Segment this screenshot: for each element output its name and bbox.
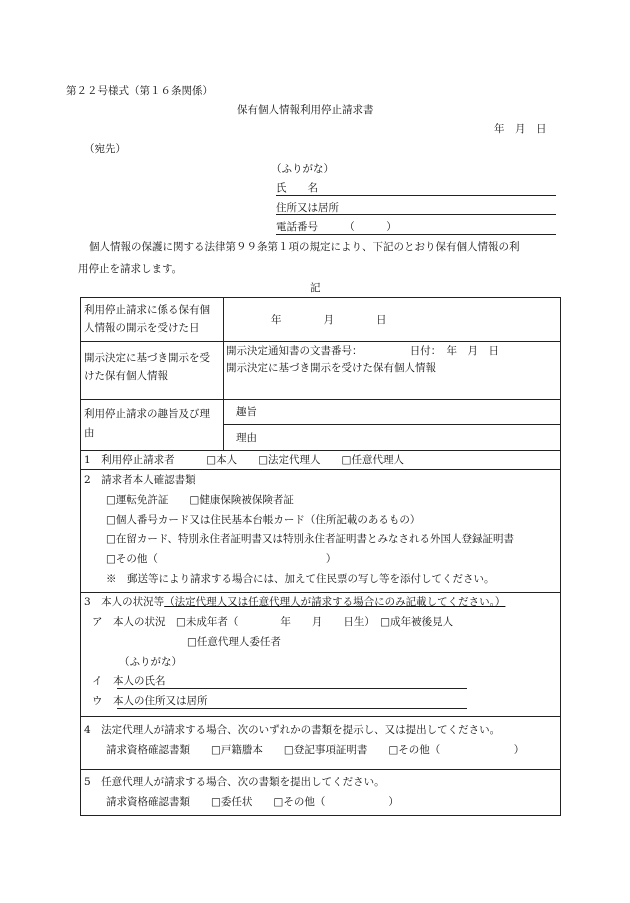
row-divider	[81, 592, 560, 593]
row-divider	[81, 399, 560, 400]
applicant-name-field[interactable]	[276, 195, 556, 196]
applicant-address-label: 住所又は居所	[276, 202, 339, 214]
principal-status-title	[84, 596, 505, 609]
ki-heading: 記	[310, 282, 321, 294]
applicant-address-field[interactable]	[276, 214, 556, 215]
requester-type-options[interactable]: 1 利用停止請求者 □本人 □法定代理人 □任意代理人	[84, 454, 404, 466]
purpose-field[interactable]: 趣旨	[236, 406, 257, 418]
row-divider	[223, 424, 560, 425]
row-divider	[81, 469, 560, 470]
table-column-divider	[223, 298, 224, 450]
intro-line-2: 用停止を請求します。	[78, 263, 183, 275]
row-divider	[81, 450, 560, 451]
principal-mandator-option[interactable]: □任意代理人委任者	[187, 636, 281, 648]
applicant-furigana-label: （ふりがな）	[271, 163, 334, 175]
identity-docs-option-other[interactable]: □その他（ ）	[106, 553, 337, 565]
identity-docs-option-2[interactable]: □個人番号カード又は住民基本台帳カード（住所記載のあるもの）	[106, 514, 421, 526]
principal-address-field[interactable]	[117, 708, 467, 709]
form-number: 第２２号様式（第１６条関係）	[66, 85, 213, 97]
reason-field[interactable]: 理由	[236, 432, 257, 444]
applicant-phone-label: 電話番号 （ ）	[276, 221, 397, 233]
principal-furigana-label: （ふりがな）	[119, 656, 182, 668]
disclosed-info-field[interactable]: 開示決定に基づき開示を受けた保有個人情報	[226, 362, 436, 374]
principal-status-options[interactable]: ア 本人の状況 □未成年者（ 年 月 日生） □成年被後見人	[92, 616, 454, 628]
row1-label-2: 人情報の開示を受けた日	[84, 322, 200, 334]
applicant-phone-field[interactable]	[276, 234, 556, 235]
request-table	[80, 297, 561, 816]
disclosure-date-field[interactable]: 年 月 日	[271, 314, 387, 326]
row-divider	[81, 341, 560, 342]
addressee: （宛先）	[84, 143, 126, 155]
identity-docs-option-1[interactable]: □運転免許証 □健康保険被保険者証	[106, 494, 294, 506]
row2-label-1: 開示決定に基づき開示を受	[84, 352, 210, 364]
row-divider	[81, 769, 560, 770]
row1-label-1: 利用停止請求に係る保有個	[84, 304, 210, 316]
notice-number-field[interactable]: 開示決定通知書の文書番号： 日付： 年 月 日	[226, 345, 499, 357]
voluntary-agent-docs[interactable]: 請求資格確認書類 □委任状 □その他（ ）	[106, 796, 399, 808]
row-divider	[81, 716, 560, 717]
principal-name-field[interactable]	[117, 688, 467, 689]
document-title: 保有個人情報利用停止請求書	[237, 104, 374, 116]
principal-name-label: イ 本人の氏名	[92, 675, 166, 687]
row2-label-2: けた保有個人情報	[84, 370, 168, 382]
row3-label-1: 利用停止請求の趣旨及び理	[84, 408, 210, 420]
voluntary-agent-title: 5 任意代理人が請求する場合、次の書類を提出してください。	[84, 776, 385, 788]
identity-docs-title: 2 請求者本人確認書類	[84, 474, 196, 486]
principal-status-note: （法定代理人又は任意代理人が請求する場合にのみ記載してください。）	[164, 596, 506, 608]
date-line: 年 月 日	[494, 123, 547, 135]
legal-agent-title: 4 法定代理人が請求する場合、次のいずれかの書類を提示し、又は提出してください。	[84, 724, 501, 736]
principal-status-heading: 3 本人の状況等	[84, 596, 165, 608]
principal-address-label: ウ 本人の住所又は居所	[92, 695, 208, 707]
applicant-name-label: 氏 名	[276, 182, 318, 194]
legal-agent-docs[interactable]: 請求資格確認書類 □戸籍謄本 □登記事項証明書 □その他（ ）	[106, 744, 525, 756]
identity-docs-option-3[interactable]: □在留カード、特別永住者証明書又は特別永住者証明書とみなされる外国人登録証明書	[106, 533, 514, 545]
intro-line-1: 個人情報の保護に関する法律第９９条第１項の規定により、下記のとおり保有個人情報の利	[89, 241, 520, 253]
mail-note: ※ 郵送等により請求する場合には、加えて住民票の写し等を添付してください。	[106, 573, 495, 585]
row3-label-2: 由	[84, 427, 95, 439]
